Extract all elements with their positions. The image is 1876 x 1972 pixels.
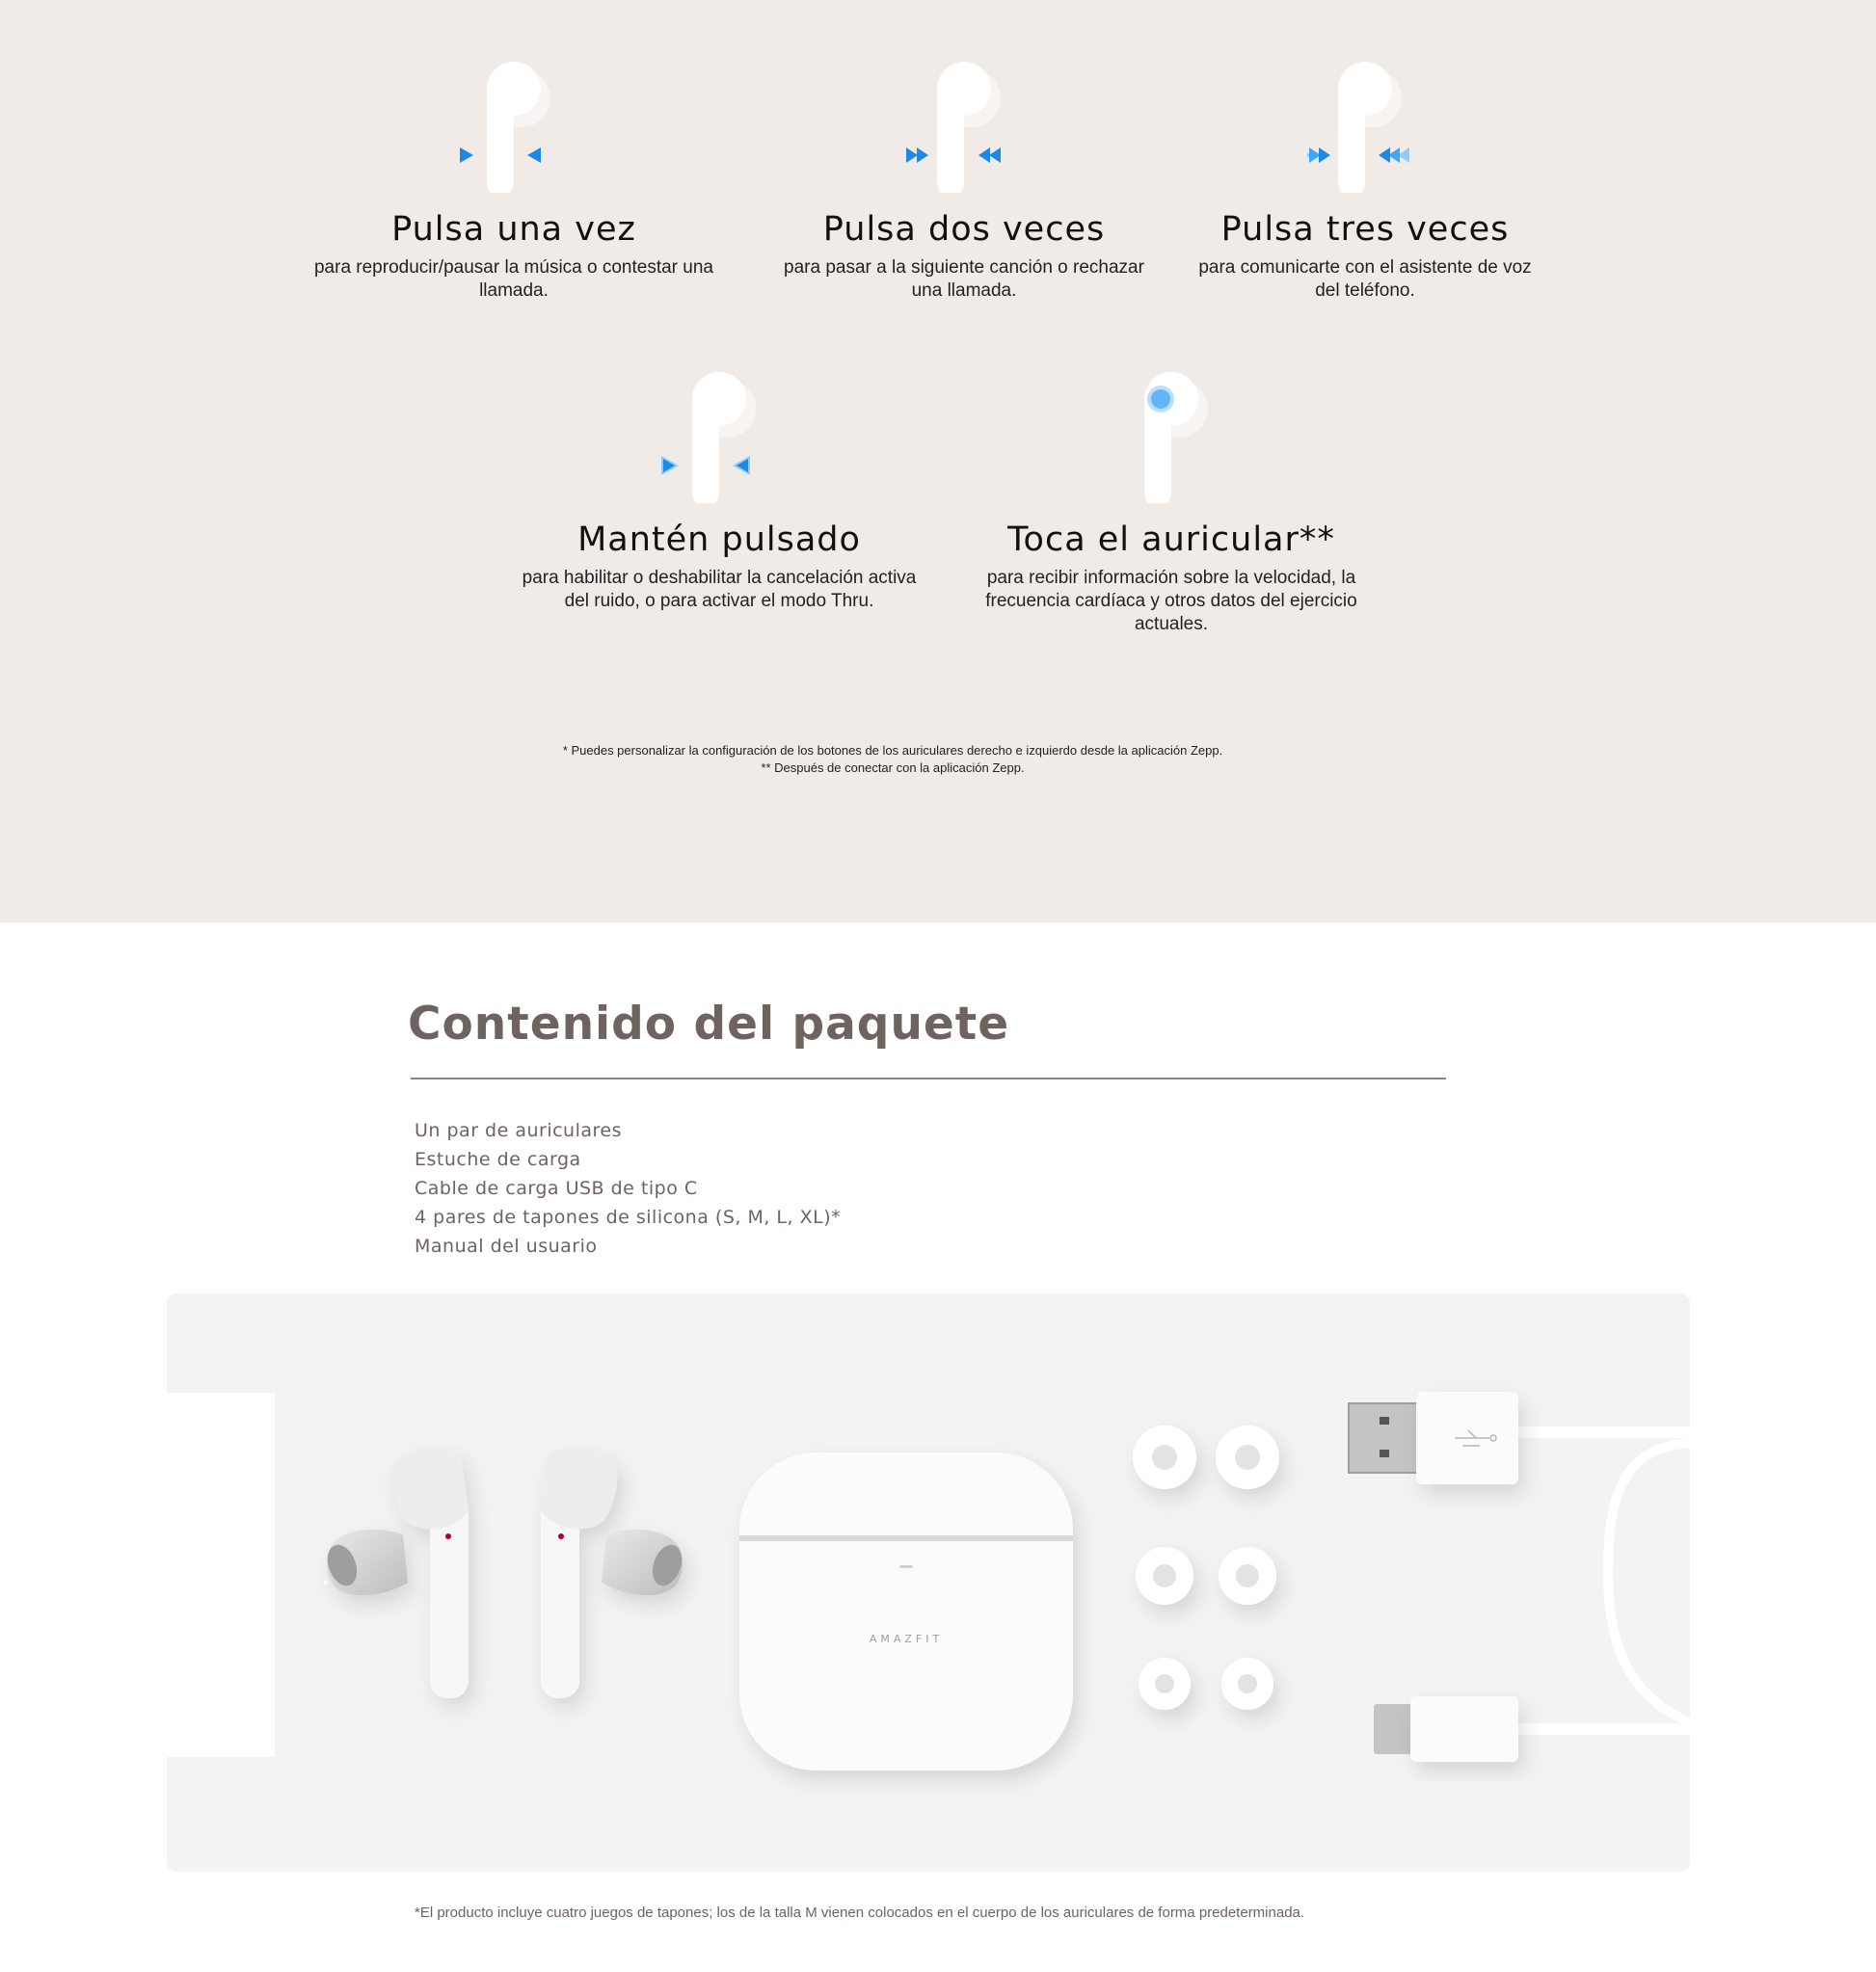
gesture-single-press [292, 50, 736, 303]
package-title: Contenido del paquete [408, 998, 1010, 1051]
package-list [415, 1116, 841, 1261]
package-item: Estuche de carga [415, 1149, 581, 1170]
gesture-touch [950, 360, 1393, 636]
right-earbud [541, 1449, 687, 1698]
earbud-single-press-icon [456, 50, 572, 193]
ear-tips-note: *El producto incluye cuatro juegos de tapones; los de la talla M vienen colocados en el cuerpo de los auriculares de forma predeterminada. [415, 1905, 1305, 1921]
earbud-double-press-icon [906, 50, 1022, 193]
gesture-description: para pasar a la siguiente canción o rechazar una llamada. [784, 257, 1144, 301]
footnote-zepp: ** Después de conectar con la aplicación Zepp. [761, 760, 1025, 775]
gesture-title: Mantén pulsado [577, 520, 861, 559]
left-earbud [322, 1449, 469, 1698]
package-item: Manual del usuario [415, 1236, 598, 1257]
gesture-description: para comunicarte con el asistente de voz del teléfono. [1198, 257, 1532, 301]
case-brand-label: AMAZFIT [869, 1633, 944, 1645]
earbud-triple-press-icon [1307, 50, 1423, 193]
gesture-footnotes [0, 742, 1785, 777]
gesture-long-press [497, 360, 941, 613]
gesture-triple-press [1143, 50, 1587, 303]
gesture-title: Pulsa una vez [391, 210, 636, 249]
gesture-description: para reproducir/pausar la música o contestar una llamada. [313, 257, 713, 301]
footnote-customize: * Puedes personalizar la configuración de los botones de los auriculares derecho e izquierdo desde la aplicación Zepp. [562, 743, 1223, 758]
gesture-title: Pulsa dos veces [822, 210, 1106, 249]
gesture-title: Toca el auricular** [1007, 520, 1335, 559]
package-item: Cable de carga USB de tipo C [415, 1178, 698, 1199]
gesture-title: Pulsa tres veces [1220, 210, 1510, 249]
package-item: Un par de auriculares [415, 1120, 623, 1141]
gesture-description: para recibir información sobre la velocidad, la frecuencia cardíaca y otros datos del ejercicio actuales. [985, 568, 1357, 634]
gesture-section [0, 0, 1876, 922]
package-divider [411, 1078, 1446, 1079]
package-item: 4 pares de tapones de silicona (S, M, L, XL)* [415, 1207, 842, 1228]
ear-tips [1133, 1426, 1279, 1710]
earbud-long-press-icon [661, 360, 777, 503]
usb-c-cable [1349, 1392, 1690, 1762]
charging-case [739, 1452, 1073, 1771]
package-contents-photo [167, 1293, 1690, 1872]
manual-card [167, 1393, 275, 1757]
gesture-double-press [742, 50, 1186, 303]
earbud-touch-icon [1113, 360, 1229, 503]
gesture-description: para habilitar o deshabilitar la cancelación activa del ruido, o para activar el modo Thru. [522, 568, 917, 611]
